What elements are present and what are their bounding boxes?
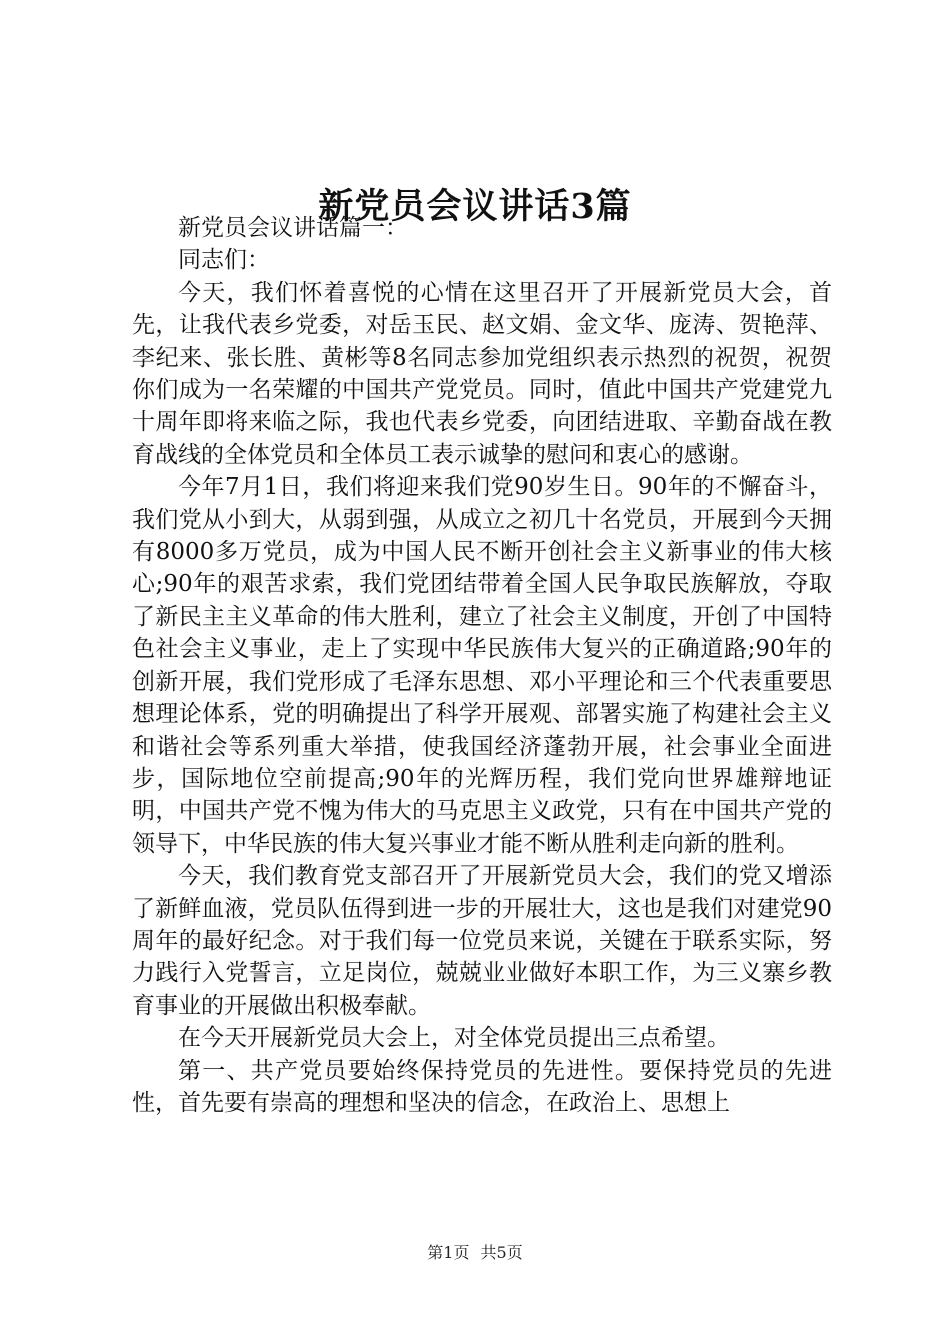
paragraph: 第一、共产党员要始终保持党员的先进性。要保持党员的先进性，首先要有崇高的理想和坚决的信念，在政治上、思想上 (132, 1057, 832, 1116)
page-footer (0, 1242, 950, 1264)
document-body (132, 212, 832, 1119)
page-number: 第1页 (427, 1243, 470, 1262)
paragraph: 在今天开展新党员大会上，对全体党员提出三点希望。 (178, 1025, 730, 1052)
page-total: 共5页 (480, 1243, 523, 1262)
paragraph: 今天，我们怀着喜悦的心情在这里召开了开展新党员大会，首先，让我代表乡党委，对岳玉民、赵文娟、金文华、庞涛、贺艳萍、李纪来、张长胜、黄彬等8名同志参加党组织表示热烈的祝贺，祝贺你们成为一名荣耀的中国共产党党员。同时，值此中国共产党建党九十周年即将来临之际，我也代表乡党委，向团结进取、辛勤奋战在教育战线的全体党员和全体员工表示诚挚的慰问和衷心的感谢。 (132, 279, 832, 468)
document-title: 新党员会议讲话3篇 (318, 186, 632, 227)
paragraph-salutation: 同志们： (178, 247, 270, 274)
paragraph-section-heading: 新党员会议讲话篇一： (178, 215, 408, 241)
paragraph: 今年7月1日，我们将迎来我们党90岁生日。90年的不懈奋斗，我们党从小到大，从弱到强，从成立之初几十名党员，开展到今天拥有8000多万党员，成为中国人民不断开创社会主义新事业的伟大核心;90年的艰苦求索，我们党团结带着全国人民争取民族解放，夺取了新民主主义革命的伟大胜利，建立了社会主义制度，开创了中国特色社会主义事业，走上了实现中华民族伟大复兴的正确道路;90年的创新开展，我们党形成了毛泽东思想、邓小平理论和三个代表重要思想理论体系，党的明确提出了科学开展观、部署实施了构建社会主义和谐社会等系列重大举措，使我国经济蓬勃开展，社会事业全面进步，国际地位空前提高;90年的光辉历程，我们党向世界雄辩地证明，中国共产党不愧为伟大的马克思主义政党，只有在中国共产党的领导下，中华民族的伟大复兴事业才能不断从胜利走向新的胜利。 (132, 474, 832, 857)
paragraph: 今天，我们教育党支部召开了开展新党员大会，我们的党又增添了新鲜血液，党员队伍得到进一步的开展壮大，这也是我们对建党90周年的最好纪念。对于我们每一位党员来说，关键在于联系实际，努力践行入党誓言，立足岗位，兢兢业业做好本职工作，为三义寨乡教育事业的开展做出积极奉献。 (132, 863, 832, 1019)
